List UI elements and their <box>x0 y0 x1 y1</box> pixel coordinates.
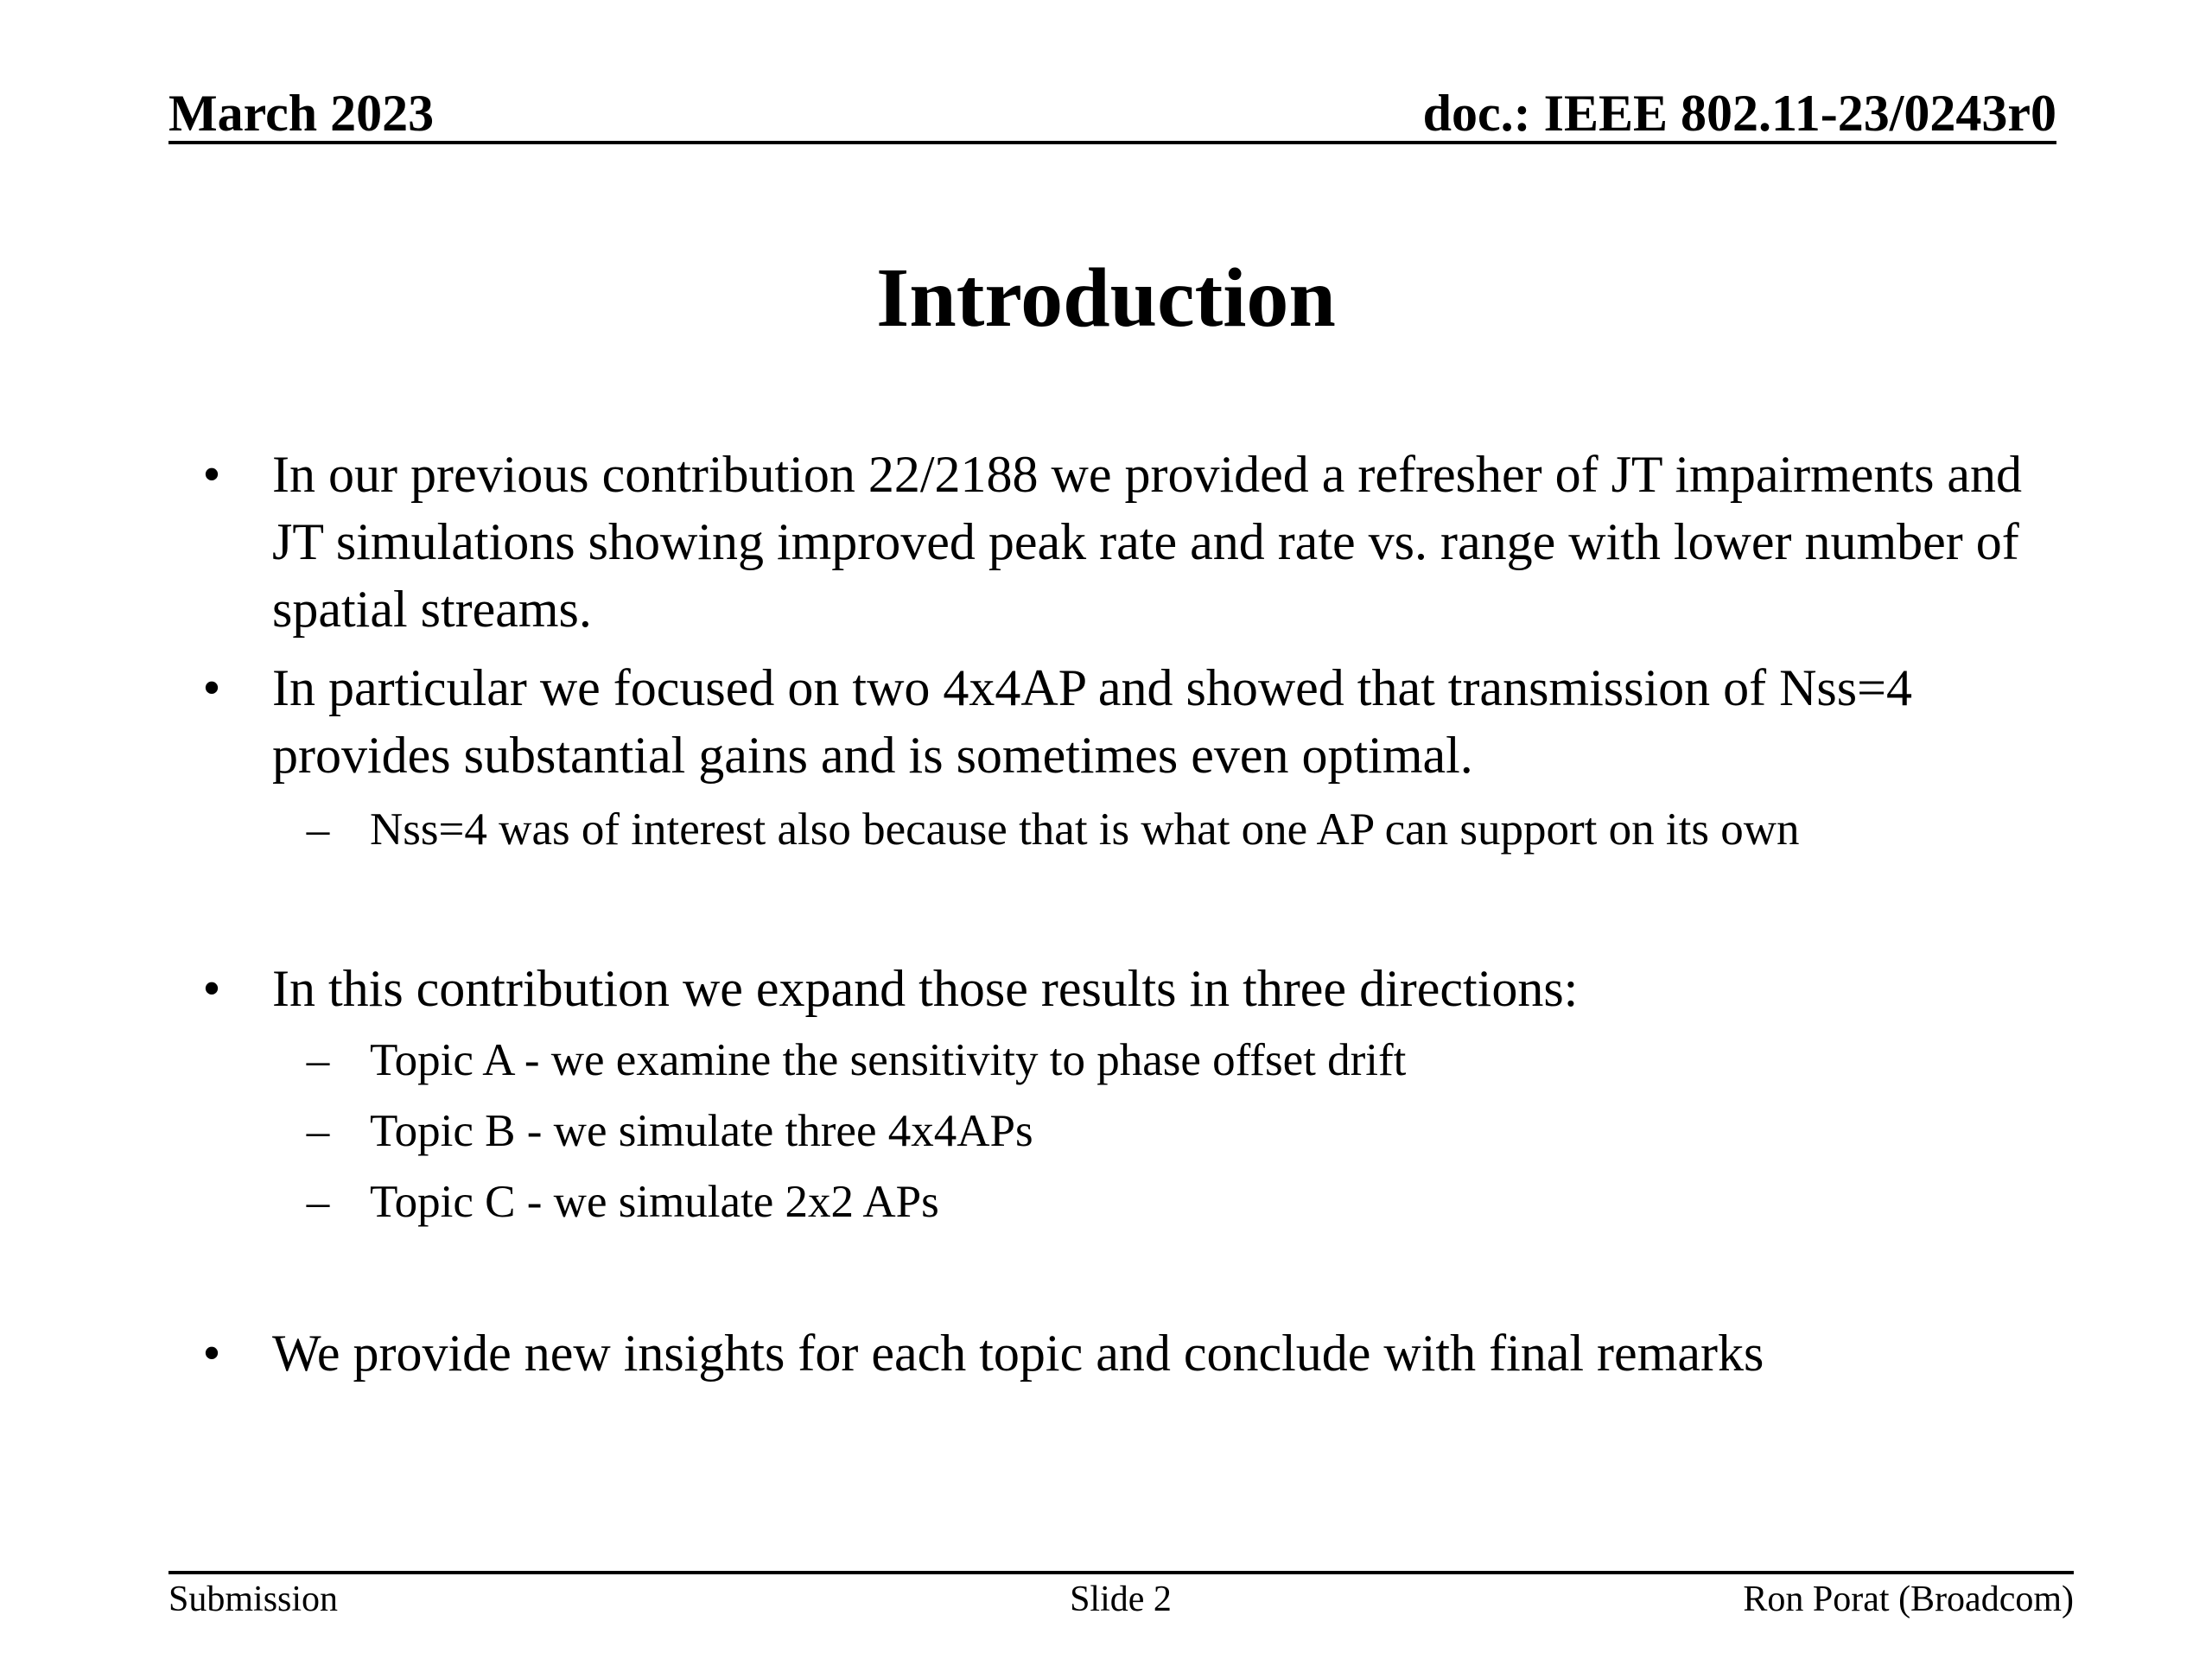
sub-bullet-item <box>306 1103 2055 1159</box>
bullet-marker: • <box>202 659 221 716</box>
sub-bullet-text: Nss=4 was of interest also because that is what one AP can support on its own <box>370 804 1800 855</box>
bullet-text: In this contribution we expand those results in three directions: <box>272 960 1579 1017</box>
bullet-marker: • <box>202 446 221 503</box>
bullet-marker: • <box>202 1325 221 1382</box>
header-date: March 2023 <box>168 85 435 142</box>
sub-bullet-item <box>306 1033 2055 1088</box>
bullet-item <box>202 1319 2052 1387</box>
footer-author: Ron Porat (Broadcom) <box>1743 1580 2074 1619</box>
sub-bullet-marker: – <box>306 1035 330 1085</box>
footer-slide-number: Slide 2 <box>1070 1580 1172 1619</box>
sub-bullet-marker: – <box>306 1106 330 1156</box>
footer-divider <box>168 1571 2074 1574</box>
bullet-item <box>202 441 2052 643</box>
sub-bullet-marker: – <box>306 804 330 855</box>
slide-header <box>168 82 2056 144</box>
bullet-item <box>202 654 2052 789</box>
bullet-marker: • <box>202 960 221 1017</box>
bullet-text: We provide new insights for each topic and conclude with final remarks <box>272 1325 1764 1382</box>
sub-bullet-text: Topic B - we simulate three 4x4APs <box>370 1106 1033 1156</box>
bullet-item <box>202 955 2052 1022</box>
header-doc-id: doc.: IEEE 802.11-23/0243r0 <box>1422 85 2056 142</box>
slide-title: Introduction <box>876 251 1336 345</box>
sub-bullet-marker: – <box>306 1177 330 1227</box>
sub-bullet-item <box>306 1174 2055 1230</box>
sub-bullet-text: Topic C - we simulate 2x2 APs <box>370 1177 939 1227</box>
sub-bullet-item <box>306 802 2055 857</box>
sub-bullet-text: Topic A - we examine the sensitivity to phase offset drift <box>370 1035 1407 1085</box>
bullet-text: In particular we focused on two 4x4AP and showed that transmission of Nss=4 provides substantial gains and is sometimes even optimal. <box>272 659 1912 784</box>
bullet-text: In our previous contribution 22/2188 we provided a refresher of JT impairments and JT simulations showing improved peak rate and rate vs. range with lower number of spatial streams. <box>272 446 2023 638</box>
footer-submission: Submission <box>168 1580 339 1619</box>
